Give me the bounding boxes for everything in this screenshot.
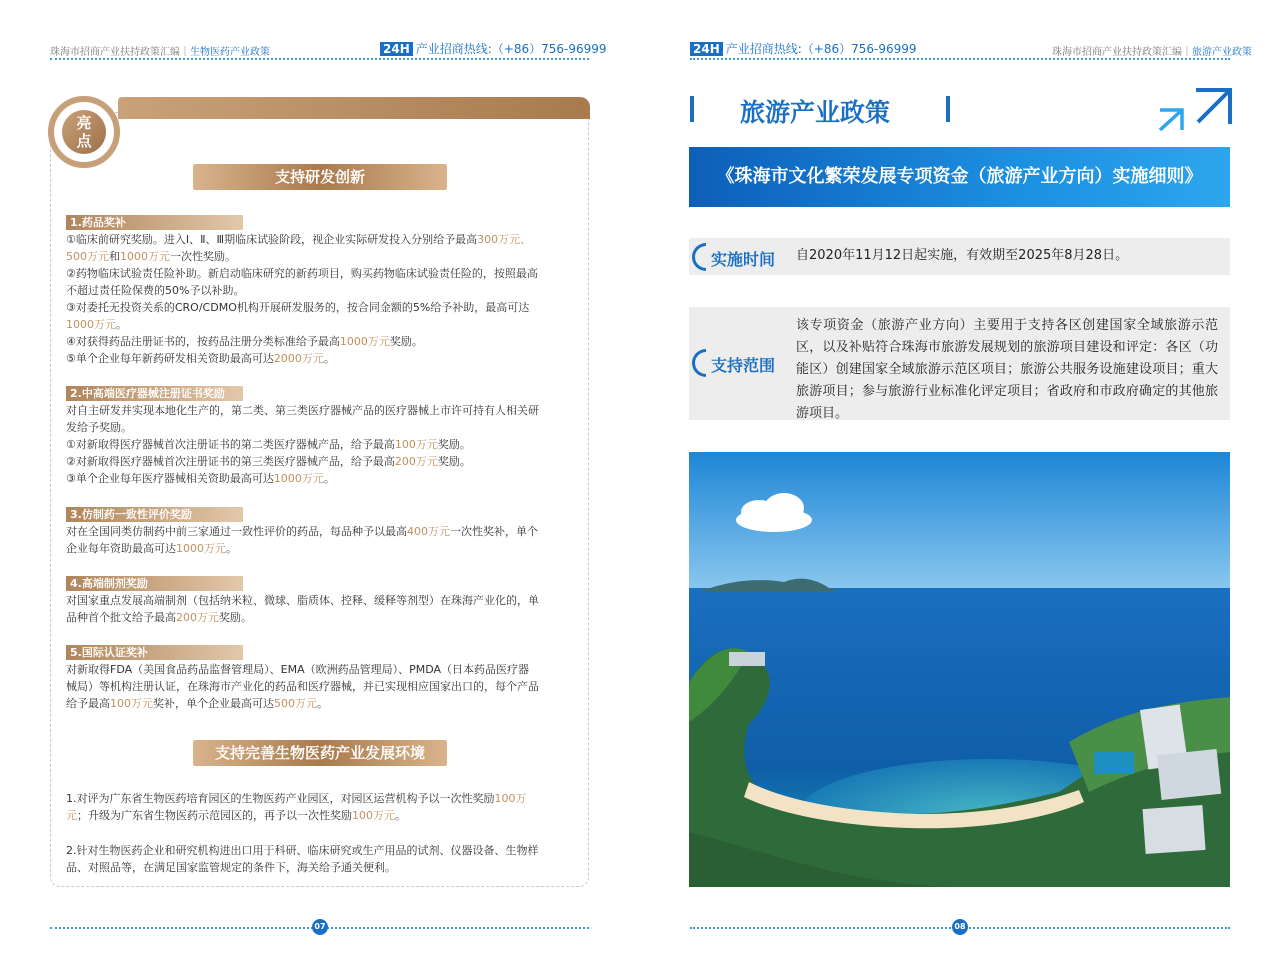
arrow-large-icon (1196, 90, 1230, 124)
paragraph-line (66, 265, 538, 282)
highlight-amount: 100万元 (110, 697, 153, 710)
text-segment: ⑤单个企业每年新药研发相关资助最高可达 (66, 352, 274, 365)
text-segment: 1.对评为广东省生物医药培育园区的生物医药产业园区，对园区运营机构予以一次性奖励 (66, 792, 495, 805)
paragraph-line (66, 859, 396, 876)
text-segment: 械局）等机构注册认证，在珠海市产业化的药品和医疗器械，并已实现相应国家出口的，每个产品 (66, 680, 539, 693)
policy-banner-title: 《珠海市文化繁荣发展专项资金（旅游产业方向）实施细则》 (716, 166, 1203, 187)
right-header-divider (690, 58, 1230, 60)
text-segment: 。 (395, 809, 406, 822)
text-segment: 给予最高 (66, 697, 110, 710)
highlight-amount: 1000万元 (273, 472, 324, 485)
section-label: 5.国际认证奖补 (66, 645, 243, 660)
text-segment: 对新取得FDA（美国食品药品监督管理局）、EMA（欧洲药品管理局）、PMDA（日本药品医疗器 (66, 663, 530, 676)
text-segment: ③对委托无投资关系的CRO/CDMO机构开展研发服务的，按合同金额的5%给予补助，最高可达 (66, 301, 530, 314)
text-segment: ④对获得药品注册证书的，按药品注册分类标准给予最高 (66, 335, 340, 348)
text-segment: 2.针对生物医药企业和研究机构进出口用于科研、临床研究或生产用品的试剂、仪器设备、生物样 (66, 844, 539, 857)
impl-time-text: 自2020年11月12日起实施，有效期至2025年8月28日。 (796, 248, 1129, 263)
paragraph-line (66, 678, 539, 695)
right-hotline (690, 40, 917, 57)
text-segment: 奖补，单个企业最高可达 (153, 697, 274, 710)
paragraph-line (66, 299, 529, 316)
banner-environment: 支持完善生物医药产业发展环境 (193, 740, 447, 766)
badge-char-2: 点 (76, 132, 92, 150)
text-segment: 对自主研发并实现本地化生产的，第二类、第三类医疗器械产品的医疗器械上市许可持有人相关研 (66, 404, 539, 417)
paragraph-line (66, 453, 471, 470)
scope-text: 该专项资金（旅游产业方向）主要用于支持各区创建国家全域旅游示范区，以及补贴符合珠海市旅游发展规划的旅游项目建设和评定：各区（功能区）创建国家全域旅游示范区项目；旅游公共服务设施建设项目；重大旅游项目；参与旅游行业标准化评定项目；省政府和市政府确定的其他旅游项目。 (796, 318, 1218, 421)
paragraph-line (66, 470, 335, 487)
arrow-decoration-icon (1156, 86, 1232, 132)
right-page-title: 旅游产业政策 (740, 98, 891, 127)
left-header-divider (50, 58, 589, 60)
hotline-text: 产业招商热线:（+86）756-96999 (415, 42, 607, 56)
highlight-badge (62, 110, 106, 154)
highlight-amount: 300万元、 (477, 233, 532, 246)
text-segment: 品种首个批文给予最高 (66, 611, 176, 624)
highlight-amount: 100万元 (352, 809, 395, 822)
paragraph-line (66, 661, 529, 678)
text-segment: 一次性奖补，单个 (450, 525, 538, 538)
paragraph-line (66, 282, 244, 299)
highlight-amount: 100万元 (394, 438, 438, 451)
paragraph-line (66, 231, 531, 248)
banner-rd-innovation: 支持研发创新 (193, 164, 447, 190)
coastal-bay-photo (689, 452, 1230, 887)
text-segment: 对国家重点发展高端制剂（包括纳米粒、微球、脂质体、控释、缓释等剂型）在珠海产业化的，单 (66, 594, 539, 607)
paragraph-line (66, 316, 127, 333)
section-label: 3.仿制药一致性评价奖励 (66, 507, 243, 522)
highlight-amount: 1000万元 (66, 318, 116, 331)
paragraph-line (66, 609, 252, 626)
text-segment: 奖励。 (437, 455, 471, 468)
scope-label: 支持范围 (711, 356, 776, 375)
section-label: 1.药品奖补 (66, 215, 243, 230)
left-top-bar (118, 97, 590, 119)
text-segment: 品、对照品等，在满足国家监管规定的条件下，海关给予通关便利。 (66, 861, 396, 874)
highlight-amount: 1000万元 (339, 335, 390, 348)
highlight-amount: 500万元 (274, 697, 317, 710)
hotline-text: 产业招商热线:（+86）756-96999 (725, 42, 917, 56)
highlight-amount: 2000万元 (273, 352, 324, 365)
highlight-amount: 元 (66, 809, 77, 822)
text-segment: 企业每年资助最高可达 (66, 542, 176, 555)
hotline-tag: 24H (690, 42, 723, 56)
text-segment: 。 (323, 352, 335, 365)
right-header-title: 珠海市招商产业扶持政策汇编｜旅游产业政策 (1052, 47, 1252, 58)
paragraph-line (66, 592, 539, 609)
text-segment: 奖励。 (219, 611, 252, 624)
text-segment: ①对新取得医疗器械首次注册证书的第二类医疗器械产品，给予最高 (66, 438, 395, 451)
text-segment: ①临床前研究奖励。进入Ⅰ、Ⅱ、Ⅲ期临床试验阶段，视企业实际研发投入分别给予最高 (66, 233, 478, 246)
text-segment: 奖励。 (389, 335, 423, 348)
highlight-amount: 1000万元 (176, 542, 226, 555)
hotline-tag: 24H (380, 42, 413, 56)
text-segment: 一次性奖励。 (170, 250, 236, 263)
left-section-name: 生物医药产业政策 (190, 47, 270, 58)
right-doc-title: 珠海市招商产业扶持政策汇编 (1052, 47, 1182, 58)
text-segment: 。 (226, 542, 237, 555)
impl-time-label: 实施时间 (711, 250, 776, 269)
paragraph-line (66, 790, 527, 807)
left-header-title: 珠海市招商产业扶持政策汇编｜生物医药产业政策 (50, 47, 270, 58)
right-page-number: 08 (952, 919, 968, 935)
text-segment: 发给予奖励。 (66, 421, 132, 434)
paragraph-line (66, 807, 406, 824)
paragraph-line (66, 523, 538, 540)
paragraph-line (66, 333, 423, 350)
section-label: 4.高端制剂奖励 (66, 576, 243, 591)
paragraph-line (66, 248, 236, 265)
text-segment: 。 (116, 318, 127, 331)
paragraph-line (66, 419, 132, 436)
text-segment: ③单个企业每年医疗器械相关资助最高可达 (66, 472, 274, 485)
title-right-bar (946, 96, 950, 122)
left-doc-title: 珠海市招商产业扶持政策汇编 (50, 47, 180, 58)
title-left-bar (690, 96, 694, 122)
text-segment: ②药物临床试验责任险补助。新启动临床研究的新药项目，购买药物临床试验责任险的，按照最高 (66, 267, 538, 280)
paragraph-line (66, 540, 237, 557)
text-segment: ；升级为广东省生物医药示范园区的，再予以一次性奖励 (77, 809, 352, 822)
left-hotline (380, 40, 607, 57)
paragraph-line (66, 842, 539, 859)
arrow-small-icon (1160, 110, 1182, 130)
text-segment: 。 (317, 697, 328, 710)
section-label: 2.中高端医疗器械注册证书奖励 (66, 386, 243, 401)
policy-banner (689, 147, 1230, 207)
highlight-amount: 200万元 (176, 611, 219, 624)
text-segment: 奖励。 (437, 438, 471, 451)
paragraph-line (66, 350, 335, 367)
paragraph-line (66, 695, 328, 712)
paragraph-line (66, 436, 471, 453)
highlight-amount: 200万元 (394, 455, 438, 468)
badge-char-1: 亮 (76, 114, 92, 132)
highlight-amount: 400万元 (407, 525, 450, 538)
right-section-name: 旅游产业政策 (1192, 47, 1252, 58)
highlight-amount: 100万 (494, 792, 527, 805)
text-segment: 和 (109, 250, 120, 263)
text-segment: 。 (323, 472, 335, 485)
left-page-number: 07 (312, 919, 328, 935)
highlight-amount: 500万元 (66, 250, 109, 263)
paragraph-line (66, 402, 539, 419)
text-segment: 不超过责任险保费的50%予以补助。 (66, 284, 245, 297)
text-segment: ②对新取得医疗器械首次注册证书的第三类医疗器械产品，给予最高 (66, 455, 395, 468)
highlight-amount: 1000万元 (120, 250, 170, 263)
text-segment: 对在全国同类仿制药中前三家通过一致性评价的药品，每品种予以最高 (66, 525, 407, 538)
